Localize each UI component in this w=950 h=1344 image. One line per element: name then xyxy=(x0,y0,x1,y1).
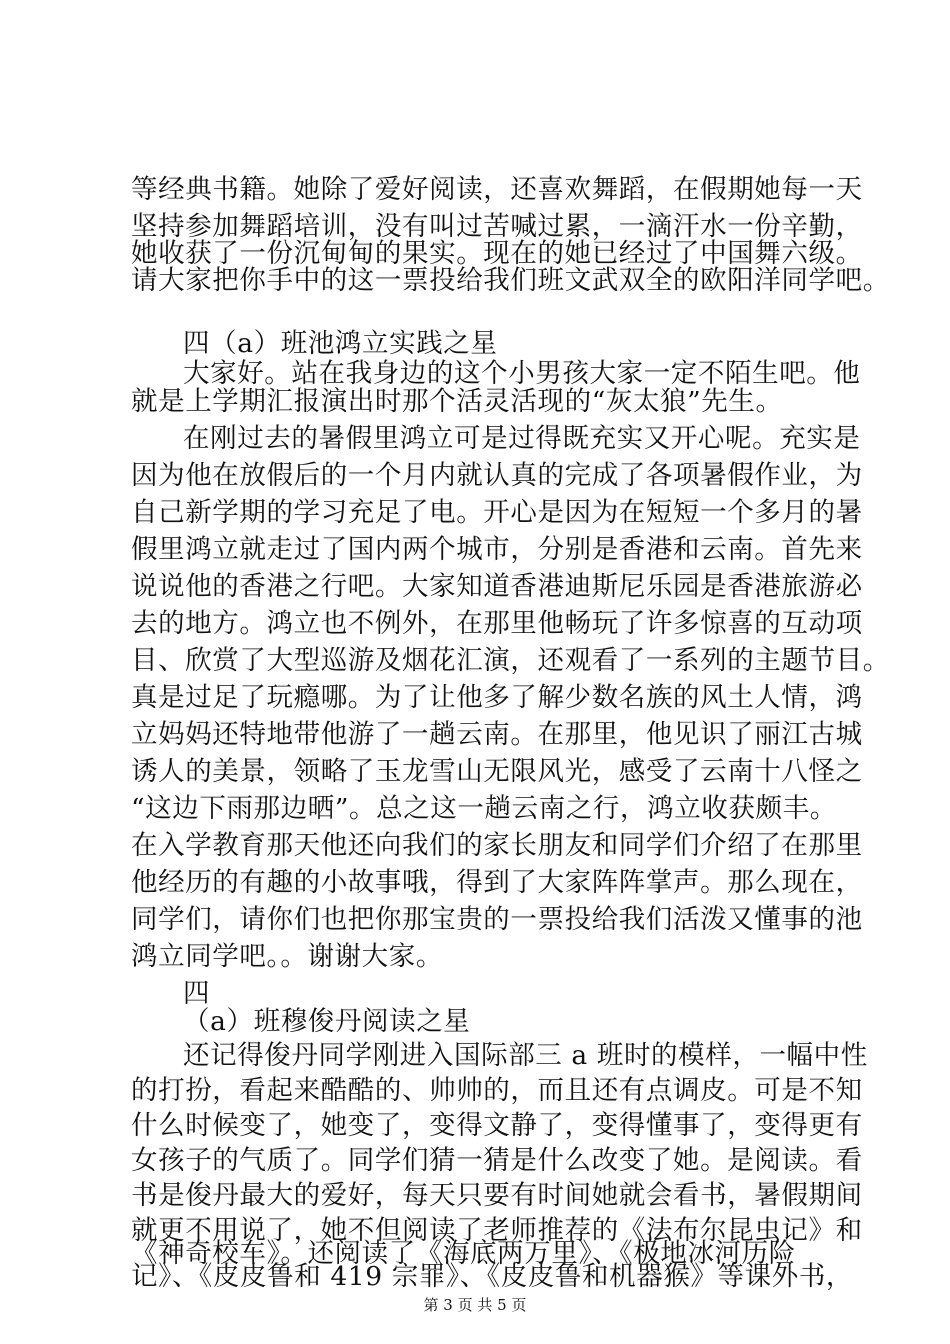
text-line: 坚持参加舞蹈培训，没有叫过苦喊过累，一滴汗水一份辛勤， xyxy=(131,211,863,242)
text-line: 同学们，请你们也把你那宝贵的一票投给我们活泼又懂事的池 xyxy=(131,904,863,935)
text-line: 的打扮，看起来酷酷的、帅帅的，而且还有点调皮。可是不知 xyxy=(131,1075,863,1106)
text-line: 因为他在放假后的一个月内就认真的完成了各项暑假作业，为 xyxy=(131,460,863,491)
text-line: 《神奇校车》。还阅读了《海底两万里》、《极地冰河历险 xyxy=(131,1238,796,1269)
text-line: “这边下雨那边晒”。总之这一趟云南之行，鸿立收获颇丰。 xyxy=(131,793,837,824)
text-line: 鸿立同学吧。。谢谢大家。 xyxy=(131,941,443,972)
text-line: 自己新学期的学习充足了电。开心是因为在短短一个多月的暑 xyxy=(131,497,863,528)
text-line: 诱人的美景，领略了玉龙雪山无限风光，感受了云南十八怪之 xyxy=(131,756,863,787)
text-line: 还记得俊丹同学刚进入国际部三 a 班时的模样，一幅中性 xyxy=(183,1040,868,1071)
text-line: 去的地方。鸿立也不例外，在那里他畅玩了许多惊喜的互动项 xyxy=(131,608,863,639)
text-line: 立妈妈还特地带他游了一趟云南。在那里，他见识了丽江古城 xyxy=(131,719,863,750)
text-line: 就是上学期汇报演出时那个活灵活现的“灰太狼”先生。 xyxy=(131,386,783,417)
text-line: 目、欣赏了大型巡游及烟花汇演，还观看了一系列的主题节目。 xyxy=(131,645,890,676)
text-line: 四 xyxy=(183,978,211,1009)
section-heading: （a）班穆俊丹阅读之星 xyxy=(183,1006,471,1037)
text-line: 等经典书籍。她除了爱好阅读，还喜欢舞蹈，在假期她每一天 xyxy=(131,174,863,205)
text-line: 在入学教育那天他还向我们的家长朋友和同学们介绍了在那里 xyxy=(131,830,863,861)
text-line: 她收获了一份沉甸甸的果实。现在的她已经过了中国舞六级。 xyxy=(131,238,863,269)
text-line: 就更不用说了，她不但阅读了老师推荐的《法布尔昆虫记》和 xyxy=(131,1215,863,1246)
text-line: 假里鸿立就走过了国内两个城市，分别是香港和云南。首先来 xyxy=(131,534,863,565)
text-line: 真是过足了玩瘾哪。为了让他多了解少数名族的风土人情，鸿 xyxy=(131,682,863,713)
text-line: 什么时候变了，她变了，变得文静了，变得懂事了，变得更有 xyxy=(131,1110,863,1141)
text-line: 大家好。站在我身边的这个小男孩大家一定不陌生吧。他 xyxy=(183,358,861,389)
text-line: 说说他的香港之行吧。大家知道香港迪斯尼乐园是香港旅游必 xyxy=(131,571,863,602)
text-line: 请大家把你手中的这一票投给我们班文武双全的欧阳洋同学吧。 xyxy=(131,265,890,296)
text-line: 书是俊丹最大的爱好，每天只要有时间她就会看书，暑假期间 xyxy=(131,1180,863,1211)
section-heading: 四（a）班池鸿立实践之星 xyxy=(183,328,498,359)
text-line: 记》、《皮皮鲁和 419 宗罪》、《皮皮鲁和机器猴》等课外书， xyxy=(131,1261,854,1292)
text-line: 在刚过去的暑假里鸿立可是过得既充实又开心呢。充实是 xyxy=(183,423,861,454)
page-footer: 第 3 页 共 5 页 xyxy=(423,1296,527,1314)
text-line: 他经历的有趣的小故事哦，得到了大家阵阵掌声。那么现在， xyxy=(131,867,863,898)
text-line: 女孩子的气质了。同学们猜一猜是什么改变了她。是阅读。看 xyxy=(131,1145,863,1176)
